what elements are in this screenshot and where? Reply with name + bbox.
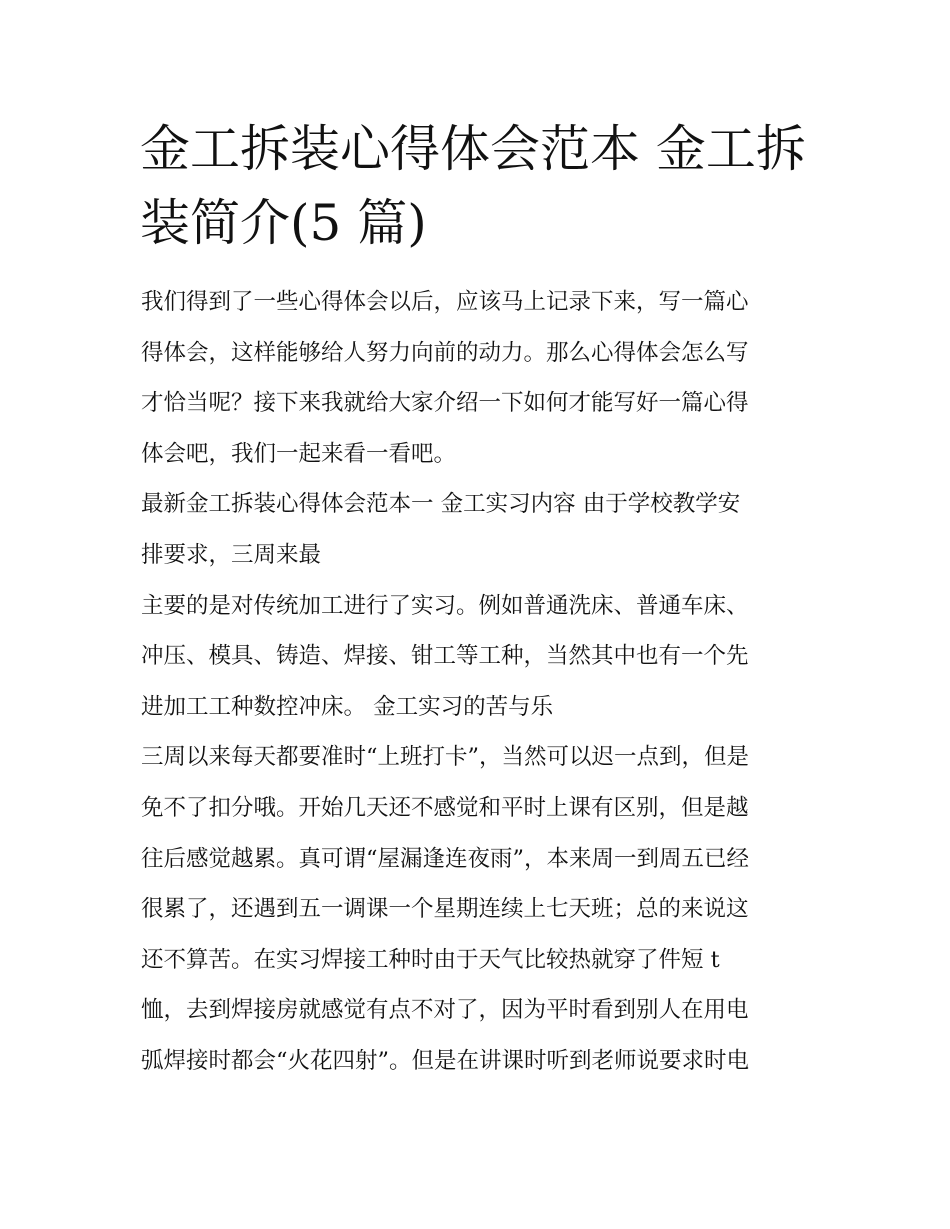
body-line: 冲压、模具、铸造、焊接、钳工等工种，当然其中也有一个先 — [141, 643, 749, 670]
body-line: 恤，去到焊接房就感觉有点不对了，因为平时看到别人在用电 — [141, 997, 749, 1024]
body-line: 很累了，还遇到五一调课一个星期连续上七天班；总的来说这 — [141, 896, 749, 923]
body-line: 主要的是对传统加工进行了实习。例如普通洗床、普通车床、 — [141, 592, 749, 619]
body-line: 弧焊接时都会“火花四射”。但是在讲课时听到老师说要求时电 — [141, 1047, 750, 1074]
body-line: 往后感觉越累。真可谓“屋漏逢连夜雨”，本来周一到周五已经 — [141, 845, 750, 872]
body-line: 免不了扣分哦。开始几天还不感觉和平时上课有区别，但是越 — [141, 794, 749, 821]
body-line: 排要求，三周来最 — [141, 541, 322, 568]
document-body — [141, 277, 821, 1087]
body-line: 才恰当呢？接下来我就给大家介绍一下如何才能写好一篇心得 — [141, 390, 749, 417]
title-line-2: 装简介(5 篇) — [140, 194, 427, 252]
body-line: 进加工工种数控冲床。 金工实习的苦与乐 — [141, 693, 554, 720]
body-line: 三周以来每天都要准时“上班打卡”，当然可以迟一点到，但是 — [141, 744, 750, 771]
document-title — [140, 112, 820, 260]
title-line-1: 金工拆装心得体会范本 金工拆 — [140, 120, 806, 178]
body-line: 体会吧，我们一起来看一看吧。 — [141, 440, 457, 467]
body-line: 最新金工拆装心得体会范本一 金工实习内容 由于学校教学安 — [141, 491, 741, 518]
body-line: 得体会，这样能够给人努力向前的动力。那么心得体会怎么写 — [141, 339, 749, 366]
body-line: 我们得到了一些心得体会以后，应该马上记录下来，写一篇心 — [141, 289, 749, 315]
body-line: 还不算苦。在实习焊接工种时由于天气比较热就穿了件短 t — [141, 946, 720, 973]
